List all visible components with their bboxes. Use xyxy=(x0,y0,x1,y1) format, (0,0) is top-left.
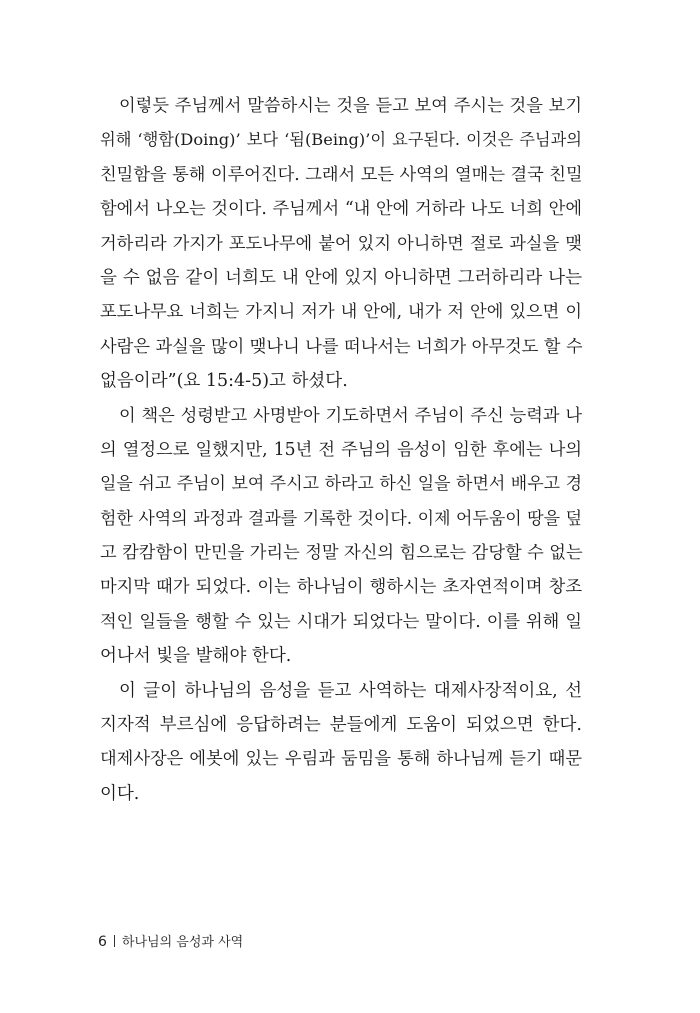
paragraph-3-line: 이다. xyxy=(100,783,140,804)
paragraph-2-line: 의 열정으로 일했지만, 15년 전 주님의 음성이 임한 후에는 나의 xyxy=(100,439,582,460)
paragraph-2-line: 이 책은 성령받고 사명받아 기도하면서 주님이 주신 능력과 나 xyxy=(119,405,582,426)
paragraph-1-line: 사람은 과실을 많이 맺나니 나를 떠나서는 너희가 아무것도 할 수 xyxy=(100,336,583,357)
paragraph-2-line: 적인 일들을 행할 수 있는 시대가 되었다는 말이다. 이를 위해 일 xyxy=(100,611,582,632)
body-text xyxy=(100,89,582,811)
page-number: 6 xyxy=(98,934,107,950)
paragraph-2-line: 마지막 때가 되었다. 이는 하나님이 행하시는 초자연적이며 창조 xyxy=(100,577,582,598)
paragraph-1-line: 포도나무요 너희는 가지니 저가 내 안에, 내가 저 안에 있으면 이 xyxy=(100,302,582,323)
paragraph-2-line: 일을 쉬고 주님이 보여 주시고 하라고 하신 일을 하면서 배우고 경 xyxy=(100,474,582,495)
paragraph-1-line: 거하리라 가지가 포도나무에 붙어 있지 아니하면 절로 과실을 맺 xyxy=(100,233,582,254)
paragraph-1-line: 이렇듯 주님께서 말씀하시는 것을 듣고 보여 주시는 것을 보기 xyxy=(119,96,582,116)
footer-separator xyxy=(114,935,115,947)
paragraph-1-line: 없음이라”(요 15:4-5)고 하셨다. xyxy=(100,371,348,392)
paragraph-3-line: 지자적 부르심에 응답하려는 분들에게 도움이 되었으면 한다. xyxy=(100,715,582,736)
paragraph-3-line: 대제사장은 에봇에 있는 우림과 둠밈을 통해 하나님께 듣기 때문 xyxy=(100,749,582,770)
paragraph-3-line: 이 글이 하나님의 음성을 듣고 사역하는 대제사장적이요, 선 xyxy=(119,680,582,701)
paragraph-2-line: 고 캄캄함이 만민을 가리는 정말 자신의 힘으로는 감당할 수 없는 xyxy=(100,543,583,564)
page-footer xyxy=(98,932,243,953)
running-title: 하나님의 음성과 사역 xyxy=(121,935,244,950)
paragraph-1-line: 친밀함을 통해 이루어진다. 그래서 모든 사역의 열매는 결국 친밀 xyxy=(100,164,583,185)
paragraph-1-line: 을 수 없음 같이 너희도 내 안에 있지 아니하면 그러하리라 나는 xyxy=(100,267,582,288)
paragraph-2-line: 어나서 빛을 발해야 한다. xyxy=(100,646,292,667)
paragraph-2-line: 험한 사역의 과정과 결과를 기록한 것이다. 이제 어두움이 땅을 덮 xyxy=(100,508,582,529)
paragraph-1-line: 함에서 나오는 것이다. 주님께서 “내 안에 거하라 나도 너희 안에 xyxy=(100,199,582,220)
paragraph-1-line: 위해 ‘행함(Doing)’ 보다 ‘됨(Being)’이 요구된다. 이것은 주님과의 xyxy=(100,130,582,150)
